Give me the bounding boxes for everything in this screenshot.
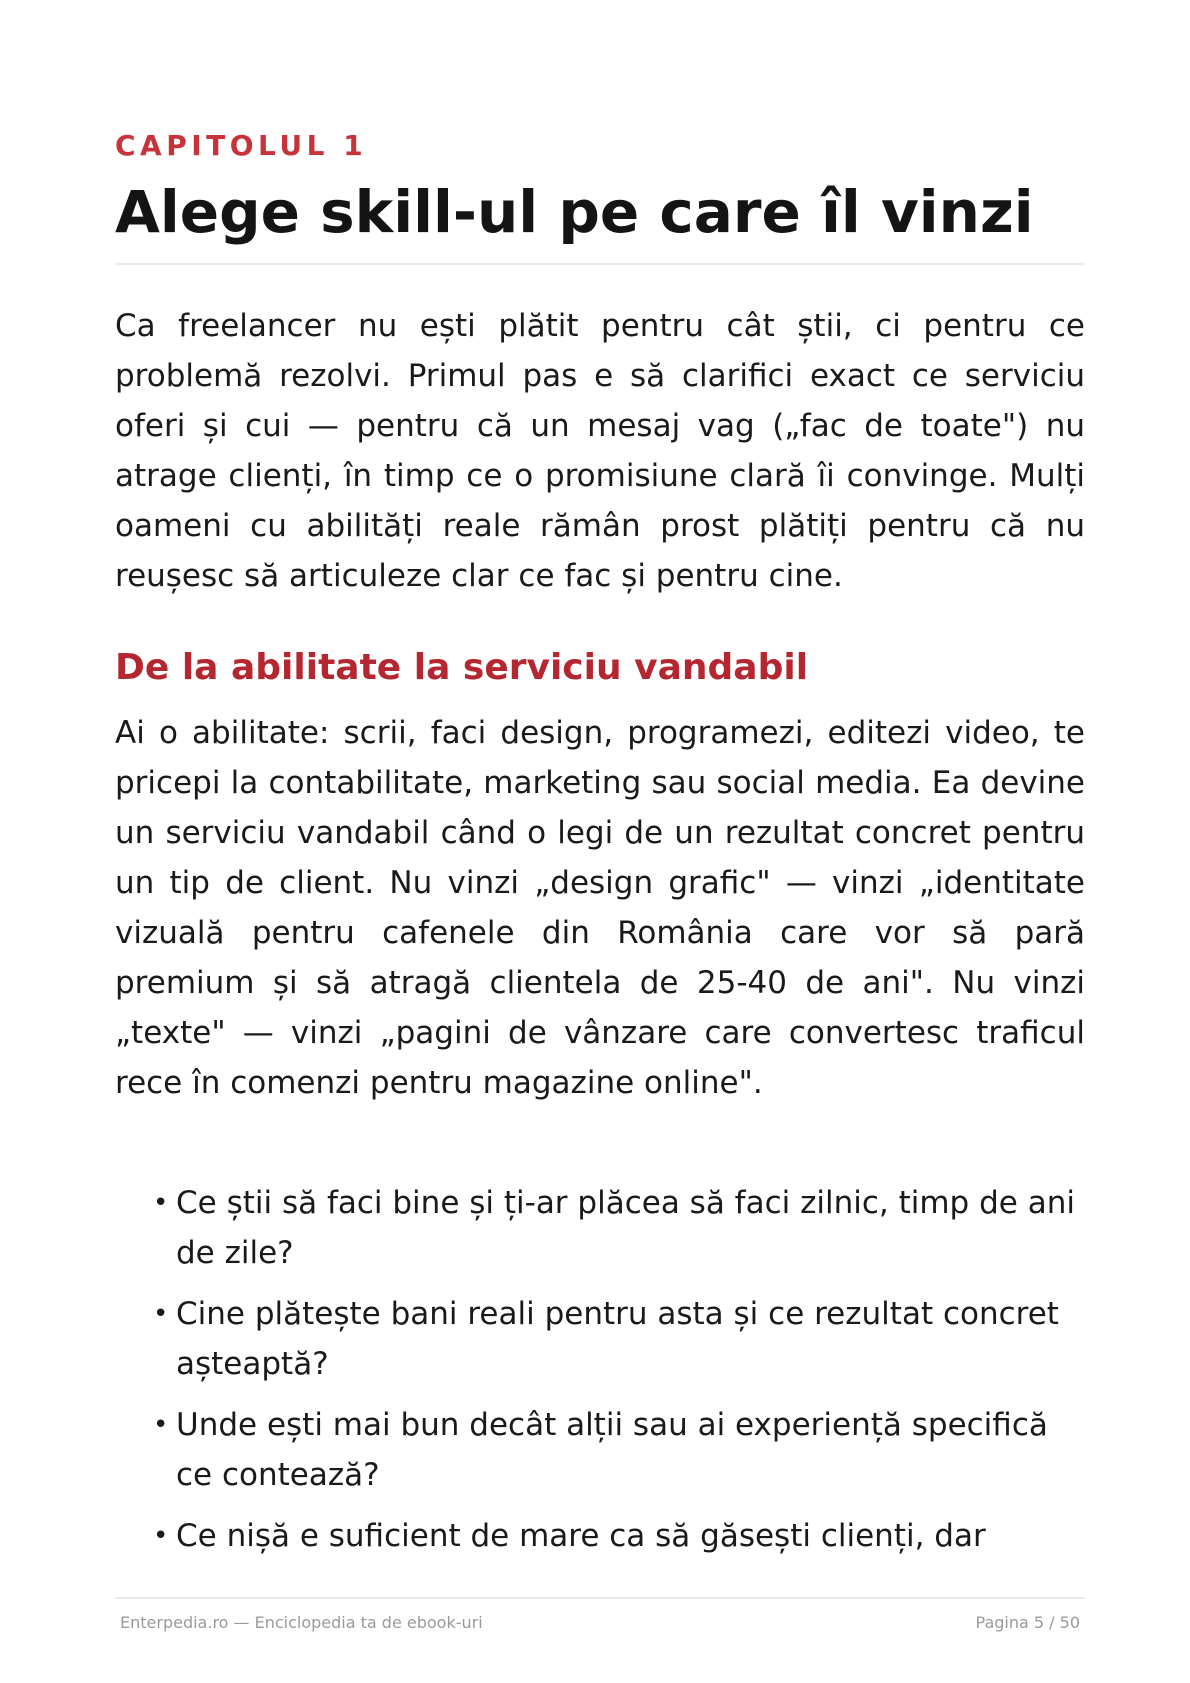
list-item-text: Ce nișă e suficient de mare ca să găsești clienți, dar: [176, 1518, 986, 1554]
bullet-icon: •: [153, 1410, 169, 1440]
list-item: [153, 1511, 1085, 1561]
list-item: [153, 1400, 1085, 1500]
title-divider: [115, 263, 1085, 265]
bullet-icon: •: [153, 1188, 169, 1218]
intro-paragraph: Ca freelancer nu ești plătit pentru cât știi, ci pentru ce problemă rezolvi. Primul pas e să clarifici exact ce serviciu oferi și cui — pentru că un mesaj vag („fac de toate") nu atrage clienți, în timp ce o promisiune clară îi convinge. Mulți oameni cu abilități reale rămân prost plătiți pentru că nu reușesc să articuleze clar ce fac și pentru cine.: [115, 308, 1085, 594]
chapter-title: Alege skill-ul pe care îl vinzi: [115, 178, 1034, 246]
chapter-label: CAPITOLUL 1: [115, 129, 368, 162]
section-heading: De la abilitate la serviciu vandabil: [115, 647, 809, 688]
document-page: [115, 0, 1085, 1683]
list-item-text: Unde ești mai bun decât alții sau ai experiență specifică ce contează?: [176, 1407, 1048, 1493]
bullet-icon: •: [153, 1521, 169, 1551]
bullet-icon: •: [153, 1299, 169, 1329]
footer-site-credit: Enterpedia.ro — Enciclopedia ta de ebook-uri: [120, 1613, 483, 1632]
list-item: [153, 1178, 1085, 1278]
list-item-text: Cine plătește bani reali pentru asta și ce rezultat concret așteaptă?: [176, 1296, 1059, 1382]
list-item: [153, 1289, 1085, 1389]
page-number: Pagina 5 / 50: [975, 1613, 1080, 1632]
list-item-text: Ce știi să faci bine și ți-ar plăcea să faci zilnic, timp de ani de zile?: [176, 1185, 1075, 1271]
footer-divider: [115, 1597, 1085, 1599]
section-paragraph: Ai o abilitate: scrii, faci design, programezi, editezi video, te pricepi la contabilitate, marketing sau social media. Ea devine un serviciu vandabil când o legi de un rezultat concret pentru un tip de client. Nu vinzi „design grafic" — vinzi „identitate vizuală pentru cafenele din România care vor să pară premium și să atragă clientela de 25-40 de ani". Nu vinzi „texte" — vinzi „pagini de vânzare care convertesc traficul rece în comenzi pentru magazine online".: [115, 715, 1085, 1101]
question-list: [153, 1178, 1085, 1572]
